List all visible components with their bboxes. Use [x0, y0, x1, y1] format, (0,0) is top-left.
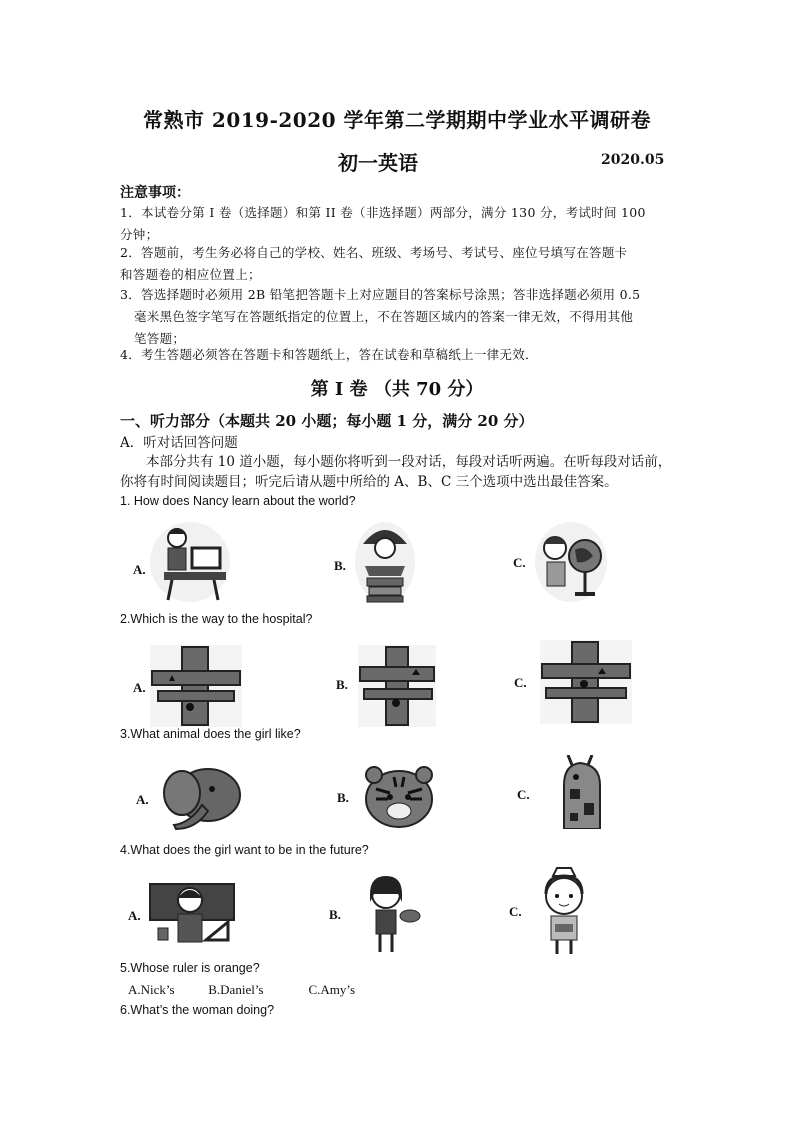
q5-choice-c: C.Amy’s [308, 982, 356, 997]
exam-title: 常熟市 2019-2020 学年第二学期期中学业水平调研卷 [142, 108, 652, 132]
question-6: 6.What’s the woman doing? [120, 1003, 275, 1017]
note-1-line2: 分钟； [120, 227, 159, 242]
instruction-text: 本部分共有 10 道小题，每小题你将听到一段对话，每段对话听两遍。在听每段对话前，你将有时间阅读题目；听完后请从题中所给的 A、B、C 三个选项中选出最佳答案。 [120, 454, 672, 490]
tiger-picture [362, 765, 436, 829]
note-2 [120, 242, 680, 286]
nurse-picture [535, 866, 593, 956]
q5-choice-b: B.Daniel’s [208, 982, 264, 997]
note-2-line1: 2．答题前，考生务必将自己的学校、姓名、班级、考场号、考试号、座位号填写在答题卡 [120, 245, 628, 260]
q2-option-b-label: B. [336, 677, 348, 692]
q4-option-a-label: A. [128, 908, 141, 923]
question-1: 1. How does Nancy learn about the world? [120, 494, 356, 508]
girl-reading-books-picture [355, 520, 415, 604]
note-3-line1: 3．答选择题时必须用 2B 铅笔把答题卡上对应题目的答案标号涂黑；答非选择题必须用 0.5 [120, 287, 641, 302]
q3-option-a-label: A. [136, 792, 149, 807]
girl-at-computer-picture [150, 520, 230, 602]
section-title: 第 I 卷 （共 70 分） [310, 379, 484, 400]
q1-option-b-label: B. [334, 558, 346, 573]
question-4: 4.What does the girl want to be in the future? [120, 843, 369, 857]
note-1-line1: 1．本试卷分第 I 卷（选择题）和第 II 卷（非选择题）两部分，满分 130 分，考试时间 100 [120, 205, 646, 220]
question-2: 2.Which is the way to the hospital? [120, 612, 313, 626]
painter-picture [358, 872, 422, 956]
note-2-line2: 和答题卷的相应位置上； [120, 267, 261, 282]
note-3-line3: 笔答题； [134, 331, 186, 346]
q3-option-c-label: C. [517, 787, 530, 802]
question-3: 3.What animal does the girl like? [120, 727, 301, 741]
question-5: 5.Whose ruler is orange? [120, 961, 260, 975]
q2-option-c-label: C. [514, 675, 527, 690]
road-map-a-picture [150, 645, 242, 727]
q5-choice-a: A.Nick’s [128, 982, 175, 997]
subject-title: 初一英语 [338, 151, 418, 175]
q1-option-a-label: A. [133, 562, 146, 577]
notes-heading: 注意事项： [120, 185, 190, 201]
note-3-line2: 毫米黑色签字笔写在答题纸指定的位置上，不在答题区域内的答案一律无效，不得用其他 [134, 309, 634, 324]
note-1 [120, 202, 680, 246]
girl-with-globe-picture [535, 522, 607, 602]
exam-date: 2020.05 [601, 152, 665, 168]
teacher-picture [146, 872, 238, 948]
note-3 [120, 284, 680, 350]
q4-option-c-label: C. [509, 904, 522, 919]
q1-option-c-label: C. [513, 555, 526, 570]
giraffe-picture [544, 755, 614, 829]
q3-option-b-label: B. [337, 790, 349, 805]
elephant-picture [162, 765, 244, 831]
part-title: 一、听力部分（本题共 20 小题；每小题 1 分，满分 20 分） [120, 412, 534, 430]
q4-option-b-label: B. [329, 907, 341, 922]
note-4-line1: 4．考生答题必须答在答题卡和答题纸上，答在试卷和草稿纸上一律无效． [120, 347, 538, 362]
road-map-c-picture [540, 640, 632, 724]
q2-option-a-label: A. [133, 680, 146, 695]
note-4 [120, 344, 680, 366]
subpart-title: A．听对话回答问题 [120, 435, 238, 451]
road-map-b-picture [358, 645, 436, 727]
q5-choices [128, 982, 355, 998]
